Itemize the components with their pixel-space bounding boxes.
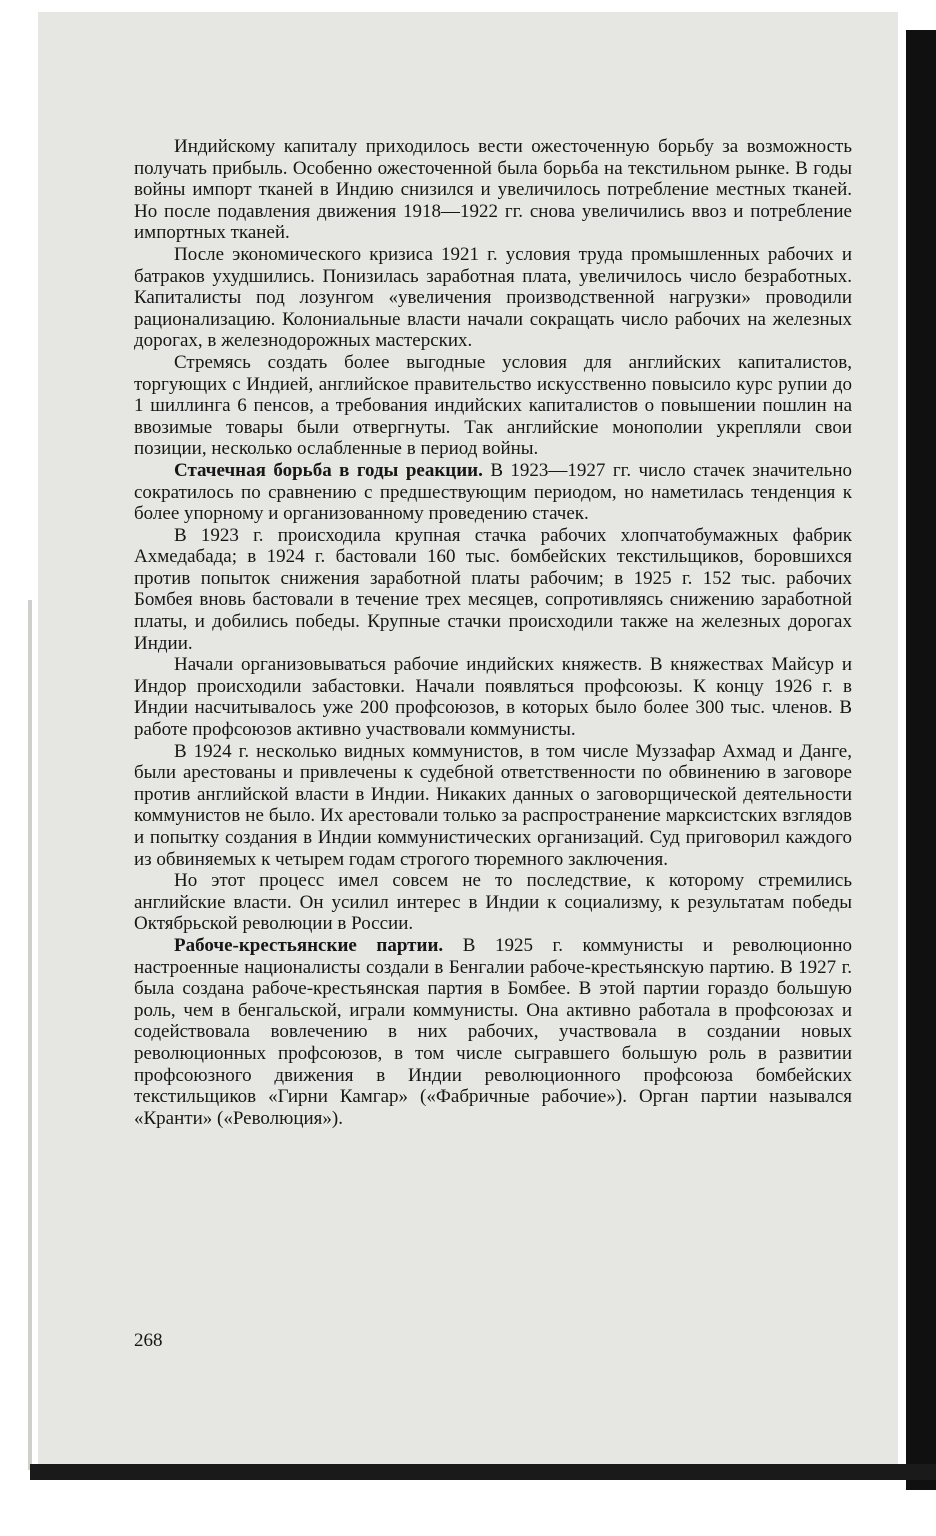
- section-heading: Стачечная борьба в годы реакции.: [174, 459, 483, 481]
- paragraph-text: В 1923—1927 гг. число стачек значительно сократилось по сравнению с предшествующим периодом, но наметилась тенденция к более упорному и организованному проведению стачек.: [134, 459, 853, 525]
- paragraph: [134, 136, 852, 244]
- paragraph-text: Но этот процесс имел совсем не то последствие, к которому стремились английские власти. Он усилил интерес в Индии к социализму, к результатам победы Октябрьской революции в России.: [134, 870, 852, 935]
- paragraph-text: Стремясь создать более выгодные условия для английских капиталистов, торгующих с Индией, английское правительство искусственно повысило курс рупии до 1 шиллинга 6 пенсов, а требования индийских капиталистов о повышении пошлин на ввозимые товары были отвергнуты. Так английские монополии укрепляли свои позиции, несколько ослабленные в период войны.: [134, 351, 852, 460]
- paragraph-text: В 1924 г. несколько видных коммунистов, в том числе Муззафар Ахмад и Данге, были арестованы и привлечены к судебной ответственности по обвинению в заговоре против английской власти в Индии. Никаких данных о заговорщической деятельности коммунистов не было. Их арестовали только за распространение марксистских взглядов и попытку создания в Индии коммунистических организаций. Суд приговорил каждого из обвиняемых к четырем годам строгого тюремного заключения.: [134, 740, 852, 870]
- paragraph-text: Индийскому капиталу приходилось вести ожесточенную борьбу за возможность получать прибыль. Особенно ожесточенной была борьба на текстильном рынке. В годы войны импорт тканей в Индию снизился и увеличилось потребление местных тканей. Но после подавления движения 1918—1922 гг. снова увеличились ввоз и потребление импортных тканей.: [134, 136, 852, 244]
- paragraph: [134, 935, 852, 1129]
- paragraph: [134, 460, 852, 525]
- page-number: 268: [134, 1330, 163, 1351]
- paragraph-text: В 1925 г. коммунисты и революционно настроенные националисты создали в Бенгалии рабоче-крестьянскую партию. В 1927 г. была создана рабоче-крестьянская партия в Бомбее. В этой партии гораздо большую роль, чем в бенгальской, играли коммунисты. Она активно работала в профсоюзах и содействовала вовлечению в них рабочих, участвовала в создании новых революционных профсоюзов, в том числе сыгравшего большую роль в развитии профсоюзного движения в Индии революционного профсоюза бомбейских текстильщиков «Гирни Камгар» («Фабричные рабочие»). Орган партии назывался «Кранти» («Революция»).: [134, 934, 852, 1129]
- paragraph-text: После экономического кризиса 1921 г. условия труда промышленных рабочих и батраков ухудшились. Понизилась заработная плата, увеличилось число безработных. Капиталисты под лозунгом «увеличения производственной нагрузки» проводили рационализацию. Колониальные власти начали сокращать число рабочих на железных дорогах, в железнодорожных мастерских.: [134, 243, 852, 352]
- paragraph-text: Начали организовываться рабочие индийских княжеств. В княжествах Майсур и Индор происходили забастовки. Начали появляться профсоюзы. К концу 1926 г. в Индии насчитывалось уже 200 профсоюзов, в которых было более 300 тыс. членов. В работе профсоюзов активно участвовали коммунисты.: [134, 654, 852, 741]
- paragraph: [134, 525, 852, 655]
- paragraph: [134, 244, 852, 352]
- paragraph: [134, 654, 852, 740]
- paragraph: [134, 352, 852, 460]
- paragraph: [134, 870, 852, 935]
- paragraph-text: В 1923 г. происходила крупная стачка рабочих хлопчатобумажных фабрик Ахмедабада; в 1924 г. бастовали 160 тыс. бомбейских текстильщиков, боровшихся против попыток снижения заработной платы рабочим; в 1925 г. 152 тыс. рабочих Бомбея вновь бастовали в течение трех месяцев, сопротивляясь снижению заработной платы, и добились победы. Крупные стачки происходили также на железных дорогах Индии.: [134, 524, 852, 654]
- paragraph: [134, 741, 852, 871]
- scan-edge-left: [28, 600, 32, 1470]
- scan-edge-bottom: [30, 1464, 936, 1480]
- body-text: [134, 136, 852, 1129]
- section-heading: Рабоче-крестьянские партии.: [174, 934, 444, 956]
- scan-edge-right: [906, 30, 936, 1490]
